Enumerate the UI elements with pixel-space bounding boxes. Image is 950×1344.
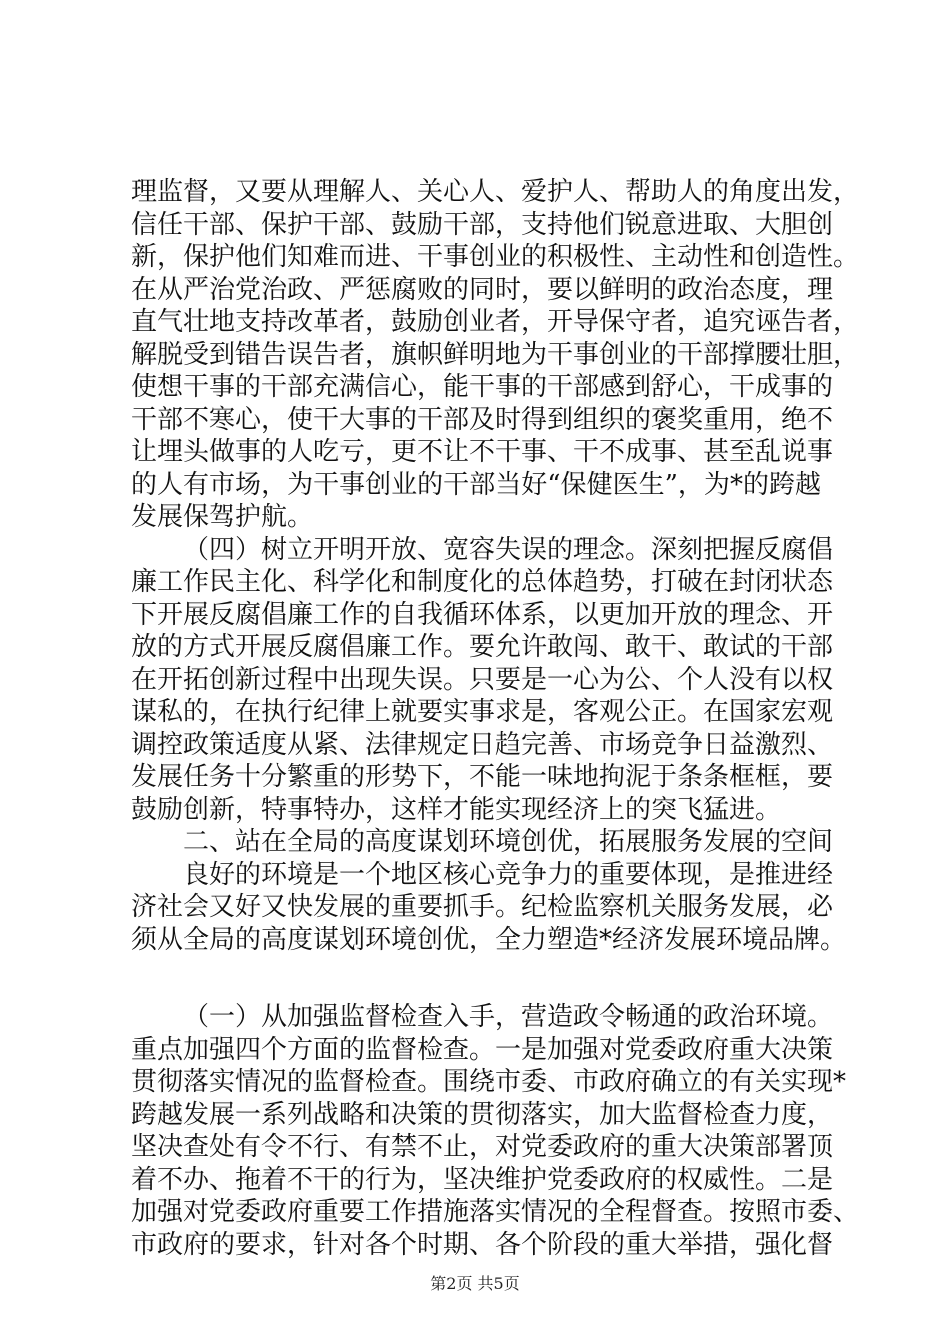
text-line: 须从全局的高度谋划环境创优，全力塑造*经济发展环境品牌。 <box>131 924 847 955</box>
text-line: 谋私的，在执行纪律上就要实事求是，客观公正。在国家宏观 <box>131 697 834 727</box>
text-line: 直气壮地支持改革者，鼓励创业者，开导保守者，追究诬告者， <box>131 307 860 337</box>
paragraph <box>131 859 847 957</box>
text-line: 的人有市场，为干事创业的干部当好“保健医生”，为*的跨越 <box>131 469 821 500</box>
text-line: 信任干部、保护干部、鼓励干部，支持他们锐意进取、大胆创 <box>131 209 834 240</box>
text-line: 放的方式开展反腐倡廉工作。要允许敢闯、敢干、敢试的干部 <box>131 632 834 662</box>
text-line: 使想干事的干部充满信心，能干事的干部感到舒心，干成事的 <box>131 372 834 402</box>
text-line: 新，保护他们知难而进、干事创业的积极性、主动性和创造性。 <box>131 242 860 272</box>
text-line: 加强对党委政府重要工作措施落实情况的全程督查。按照市委、 <box>131 1197 860 1227</box>
text-line: （一）从加强监督检查入手，营造政令畅通的政治环境。 <box>183 1002 834 1032</box>
page-number: 第2页 共5页 <box>430 1274 520 1293</box>
text-line: 跨越发展一系列战略和决策的贯彻落实，加大监督检查力度， <box>131 1099 834 1130</box>
text-line: 让埋头做事的人吃亏，更不让不干事、干不成事、甚至乱说事 <box>131 437 834 467</box>
body-text <box>131 176 860 1261</box>
text-line: 理监督，又要从理解人、关心人、爱护人、帮助人的角度出发， <box>131 177 860 207</box>
page-footer <box>0 1274 950 1294</box>
text-line: 解脱受到错告误告者，旗帜鲜明地为干事创业的干部撑腰壮胆， <box>131 339 860 370</box>
paragraph <box>131 176 860 534</box>
text-line: 在开拓创新过程中出现失误。只要是一心为公、个人没有以权 <box>131 664 834 695</box>
text-line: 干部不寒心，使干大事的干部及时得到组织的褒奖重用，绝不 <box>131 404 834 435</box>
heading-line: 二、站在全局的高度谋划环境创优，拓展服务发展的空间 <box>183 827 834 857</box>
text-line: 发展保驾护航。 <box>131 502 314 532</box>
text-line: 重点加强四个方面的监督检查。一是加强对党委政府重大决策 <box>131 1034 834 1065</box>
paragraph-gap <box>131 956 821 1001</box>
text-line: 坚决查处有令不行、有禁不止，对党委政府的重大决策部署顶 <box>131 1132 834 1162</box>
paragraph <box>131 1001 860 1261</box>
text-line: 济社会又好又快发展的重要抓手。纪检监察机关服务发展，必 <box>131 892 834 922</box>
text-line: 良好的环境是一个地区核心竞争力的重要体现，是推进经 <box>183 859 834 890</box>
text-line: 发展任务十分繁重的形势下，不能一味地拘泥于条条框框，要 <box>131 762 834 792</box>
text-line: 调控政策适度从紧、法律规定日趋完善、市场竞争日益激烈、 <box>131 729 834 760</box>
text-line: 下开展反腐倡廉工作的自我循环体系，以更加开放的理念、开 <box>131 599 834 630</box>
text-line: 着不办、拖着不干的行为，坚决维护党委政府的权威性。二是 <box>131 1164 834 1195</box>
text-line: 在从严治党治政、严惩腐败的同时，要以鲜明的政治态度，理 <box>131 274 834 305</box>
text-line: 鼓励创新，特事特办，这样才能实现经济上的突飞猛进。 <box>131 794 782 825</box>
section-heading <box>131 826 834 859</box>
text-line: （四）树立开明开放、宽容失误的理念。深刻把握反腐倡 <box>183 534 834 565</box>
text-line: 廉工作民主化、科学化和制度化的总体趋势，打破在封闭状态 <box>131 567 834 597</box>
paragraph <box>131 534 834 827</box>
text-line: 贯彻落实情况的监督检查。围绕市委、市政府确立的有关实现* <box>131 1067 847 1097</box>
text-line: 市政府的要求，针对各个时期、各个阶段的重大举措，强化督 <box>131 1229 834 1260</box>
